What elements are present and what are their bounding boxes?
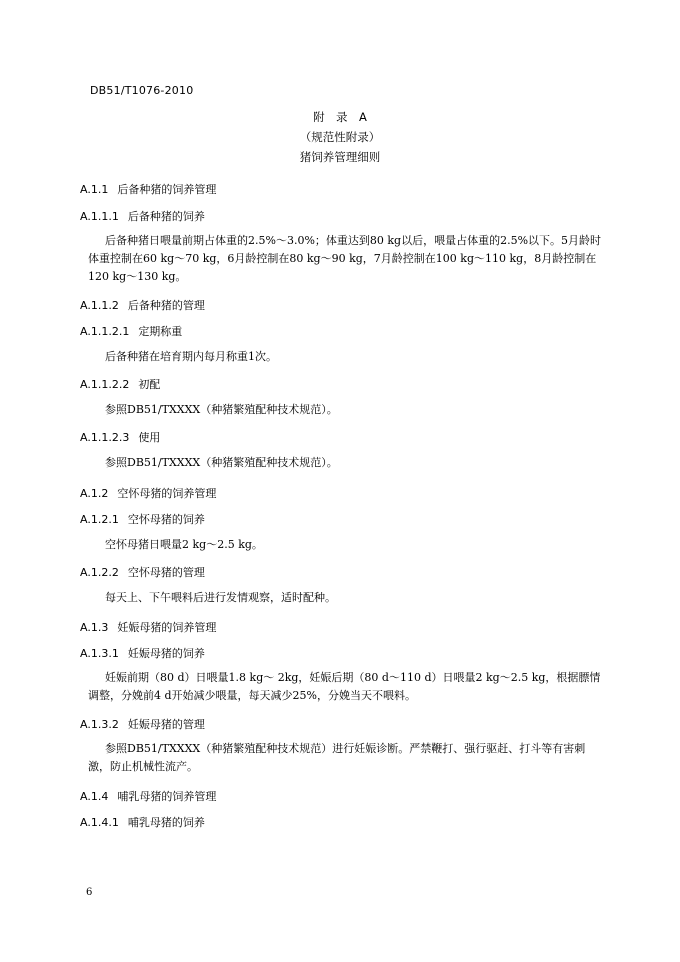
section-number: A.1.3.1 bbox=[80, 647, 119, 660]
annex-title: 附 录 A bbox=[313, 110, 367, 124]
section-title: 空怀母猪的饲养 bbox=[127, 513, 205, 526]
section-heading bbox=[80, 323, 182, 339]
section-title: 定期称重 bbox=[138, 325, 183, 338]
section-heading bbox=[80, 429, 160, 445]
section-title: 使用 bbox=[138, 431, 161, 444]
section-number: A.1.1.2.1 bbox=[80, 325, 130, 338]
section-heading bbox=[80, 208, 205, 224]
paragraph: 后备种猪日喂量前期占体重的2.5%～3.0%；体重达到80 kg以后，喂量占体重的2.5%以下。5月龄时体重控制在60 kg～70 kg，6月龄控制在80 kg～90 kg，7月龄控制在100 kg～110 kg，8月龄控制在120 kg～130 kg。 bbox=[88, 234, 602, 283]
paragraph: 妊娠前期（80 d）日喂量1.8 kg～ 2kg，妊娠后期（80 d～110 d）日喂量2 kg～2.5 kg，根据膘情调整，分娩前4 d开始减少喂量，每天减少25%，分娩当天不喂料。 bbox=[88, 671, 601, 702]
section-number: A.1.3.2 bbox=[80, 718, 119, 731]
section-title: 初配 bbox=[138, 378, 161, 391]
section-title: 空怀母猪的饲养管理 bbox=[117, 487, 217, 500]
section-number: A.1.1.2.3 bbox=[80, 431, 130, 444]
page-number: 6 bbox=[86, 887, 93, 898]
section-title: 妊娠母猪的管理 bbox=[127, 718, 205, 731]
section-title: 妊娠母猪的饲养 bbox=[127, 647, 205, 660]
section-heading bbox=[80, 485, 216, 501]
section-number: A.1.4 bbox=[80, 790, 109, 803]
section-heading bbox=[80, 814, 205, 830]
section-title: 后备种猪的管理 bbox=[127, 299, 205, 312]
section-number: A.1.1 bbox=[80, 183, 109, 196]
section-heading bbox=[80, 716, 205, 732]
section-title: 哺乳母猪的饲养 bbox=[127, 816, 205, 829]
section-number: A.1.1.2.2 bbox=[80, 378, 130, 391]
section-number: A.1.3 bbox=[80, 621, 109, 634]
section-title: 后备种猪的饲养管理 bbox=[117, 183, 217, 196]
section-number: A.1.4.1 bbox=[80, 816, 119, 829]
section-number: A.1.1.2 bbox=[80, 299, 119, 312]
paragraph: 参照DB51/TXXXX（种猪繁殖配种技术规范）。 bbox=[105, 403, 338, 416]
section-title: 哺乳母猪的饲养管理 bbox=[117, 790, 217, 803]
section-heading bbox=[80, 788, 216, 804]
document-id: DB51/T1076-2010 bbox=[90, 84, 194, 97]
section-title: 后备种猪的饲养 bbox=[127, 210, 205, 223]
section-number: A.1.2 bbox=[80, 487, 109, 500]
section-heading bbox=[80, 297, 205, 313]
section-heading bbox=[80, 619, 216, 635]
section-title: 空怀母猪的管理 bbox=[127, 566, 205, 579]
section-number: A.1.2.2 bbox=[80, 566, 119, 579]
section-number: A.1.2.1 bbox=[80, 513, 119, 526]
section-number: A.1.1.1 bbox=[80, 210, 119, 223]
paragraph: 空怀母猪日喂量2 kg～2.5 kg。 bbox=[105, 538, 263, 551]
paragraph: 每天上、下午喂料后进行发情观察，适时配种。 bbox=[105, 591, 336, 604]
section-heading bbox=[80, 564, 205, 580]
paragraph: 后备种猪在培育期内每月称重1次。 bbox=[105, 350, 277, 363]
section-heading bbox=[80, 376, 160, 392]
paragraph: 参照DB51/TXXXX（种猪繁殖配种技术规范）进行妊娠诊断。严禁鞭打、强行驱赶、打斗等有害刺激，防止机械性流产。 bbox=[88, 742, 586, 773]
annex-subtitle: （规范性附录） bbox=[299, 130, 381, 144]
annex-name: 猪饲养管理细则 bbox=[299, 150, 381, 164]
section-heading bbox=[80, 181, 216, 197]
section-heading bbox=[80, 511, 205, 527]
section-title: 妊娠母猪的饲养管理 bbox=[117, 621, 217, 634]
paragraph: 参照DB51/TXXXX（种猪繁殖配种技术规范）。 bbox=[105, 456, 338, 469]
section-heading bbox=[80, 645, 205, 661]
